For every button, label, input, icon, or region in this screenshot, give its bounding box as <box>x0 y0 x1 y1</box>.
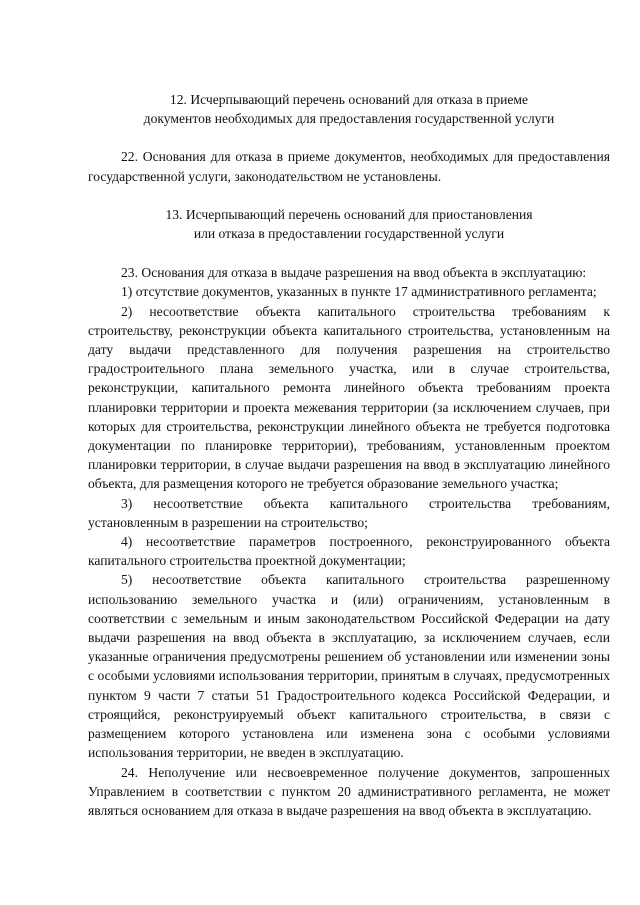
section-13-heading <box>88 205 610 243</box>
section-13-heading-line-2: или отказа в предоставлении государственной услуги <box>193 226 505 242</box>
document-page <box>88 90 610 820</box>
section-13-heading-line-1: 13. Исчерпывающий перечень оснований для приостановления <box>165 206 533 222</box>
paragraph-23: 23. Основания для отказа в выдаче разрешения на ввод объекта в эксплуатацию: <box>121 265 587 281</box>
list-item-5: 5) несоответствие объекта капитального строительства разрешенному использованию земельного участка и (или) ограничениям, установленным в соответствии с земельным и иным законодательством Российской Федерации на дату выдачи разрешения на ввод объекта в эксплуатацию, за исключением случаев, если указанные ограничения предусмотрены решением об установлении или изменении зоны с особыми условиями использования территории, принятым в случаях, предусмотренных пунктом 9 части 7 статьи 51 Градостроительного кодекса Российской Федерации, и строящийся, реконструируемый объект капитального строительства, в связи с размещением которого установлена или изменена зона с особыми условиями использования территории, не введен в эксплуатацию. <box>88 572 610 761</box>
section-12-heading-line-2: документов необходимых для предоставления государственной услуги <box>143 111 555 127</box>
section-12-heading-line-1: 12. Исчерпывающий перечень оснований для отказа в приеме <box>169 92 529 107</box>
list-item-1: 1) отсутствие документов, указанных в пункте 17 административного регламента; <box>121 284 597 300</box>
section-12-heading <box>88 90 610 128</box>
paragraph-22: 22. Основания для отказа в приеме документов, необходимых для предоставления государственной услуги, законодательством не установлены. <box>88 149 610 184</box>
list-item-4: 4) несоответствие параметров построенного, реконструированного объекта капитального строительства проектной документации; <box>88 534 610 569</box>
paragraph-24: 24. Неполучение или несвоевременное получение документов, запрошенных Управлением в соответствии с пунктом 20 административного регламента, не может являться основанием для отказа в выдаче разрешения на ввод объекта в эксплуатацию. <box>88 764 610 818</box>
list-item-2: 2) несоответствие объекта капитального строительства требованиям к строительству, реконструкции объекта капитального строительства, установленным на дату выдачи представленного для получения разрешения на строительство градостроительного плана земельного участка, или в случае строительства, реконструкции, капитального ремонта линейного объекта требованиям проекта планировки территории и проекта межевания территории (за исключением случаев, при которых для строительства, реконструкции линейного объекта не требуется подготовка документации по планировке территории), требованиям, установленным проектом планировки территории, в случае выдачи разрешения на ввод в эксплуатацию линейного объекта, для размещения которого не требуется образование земельного участка; <box>88 303 610 492</box>
list-item-3: 3) несоответствие объекта капитального строительства требованиям, установленным в разрешении на строительство; <box>88 495 610 530</box>
